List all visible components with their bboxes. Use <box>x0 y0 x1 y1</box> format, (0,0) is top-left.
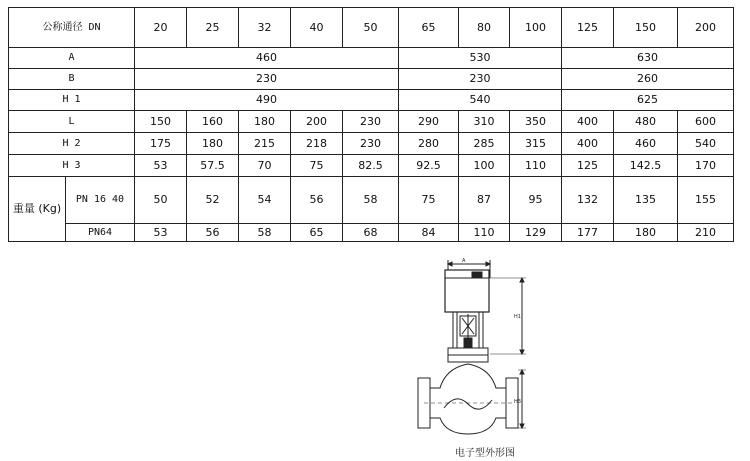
weight-label: 重量 (Kg) <box>9 177 66 242</box>
dn-cell: 65 <box>399 8 459 48</box>
value-cell: 460 <box>135 48 399 69</box>
value-cell: 56 <box>187 224 239 242</box>
value-cell: 630 <box>562 48 734 69</box>
value-cell: 540 <box>678 133 734 155</box>
value-cell: 290 <box>399 111 459 133</box>
value-cell: 70 <box>239 155 291 177</box>
dn-cell: 150 <box>614 8 678 48</box>
value-cell: 177 <box>562 224 614 242</box>
valve-outline-drawing <box>410 258 540 438</box>
value-cell: 210 <box>678 224 734 242</box>
dim-label-side-upper: H1 <box>514 314 521 320</box>
header-row <box>9 8 734 48</box>
value-cell: 75 <box>399 177 459 224</box>
value-cell: 625 <box>562 90 734 111</box>
value-cell: 280 <box>399 133 459 155</box>
value-cell: 125 <box>562 155 614 177</box>
value-cell: 54 <box>239 177 291 224</box>
value-cell: 100 <box>459 155 510 177</box>
value-cell: 218 <box>291 133 343 155</box>
row-h3 <box>9 155 734 177</box>
row-h1 <box>9 90 734 111</box>
value-cell: 180 <box>187 133 239 155</box>
valve-body <box>418 364 518 434</box>
value-cell: 58 <box>239 224 291 242</box>
value-cell: 150 <box>135 111 187 133</box>
dn-cell: 20 <box>135 8 187 48</box>
row-label: H 2 <box>9 133 135 155</box>
value-cell: 53 <box>135 155 187 177</box>
value-cell: 400 <box>562 111 614 133</box>
value-cell: 180 <box>614 224 678 242</box>
row-a <box>9 48 734 69</box>
value-cell: 230 <box>343 111 399 133</box>
value-cell: 75 <box>291 155 343 177</box>
value-cell: 215 <box>239 133 291 155</box>
value-cell: 260 <box>562 69 734 90</box>
row-h2 <box>9 133 734 155</box>
dn-cell: 32 <box>239 8 291 48</box>
value-cell: 540 <box>399 90 562 111</box>
value-cell: 600 <box>678 111 734 133</box>
value-cell: 175 <box>135 133 187 155</box>
value-cell: 110 <box>510 155 562 177</box>
value-cell: 230 <box>343 133 399 155</box>
value-cell: 490 <box>135 90 399 111</box>
value-cell: 92.5 <box>399 155 459 177</box>
value-cell: 68 <box>343 224 399 242</box>
value-cell: 200 <box>291 111 343 133</box>
dn-cell: 40 <box>291 8 343 48</box>
value-cell: 400 <box>562 133 614 155</box>
value-cell: 350 <box>510 111 562 133</box>
value-cell: 82.5 <box>343 155 399 177</box>
value-cell: 135 <box>614 177 678 224</box>
spec-table <box>8 7 734 242</box>
value-cell: 132 <box>562 177 614 224</box>
dn-cell: 125 <box>562 8 614 48</box>
value-cell: 57.5 <box>187 155 239 177</box>
row-weight-pn1640 <box>9 177 734 224</box>
dim-label-side-lower: H3 <box>514 399 521 405</box>
value-cell: 142.5 <box>614 155 678 177</box>
row-label: A <box>9 48 135 69</box>
dn-cell: 200 <box>678 8 734 48</box>
value-cell: 180 <box>239 111 291 133</box>
value-cell: 170 <box>678 155 734 177</box>
row-label: PN64 <box>66 224 135 242</box>
yoke-bracket <box>450 312 486 348</box>
value-cell: 84 <box>399 224 459 242</box>
row-label: L <box>9 111 135 133</box>
row-label: B <box>9 69 135 90</box>
value-cell: 230 <box>135 69 399 90</box>
value-cell: 155 <box>678 177 734 224</box>
value-cell: 53 <box>135 224 187 242</box>
header-label-cell: 公称通径 DN <box>9 8 135 48</box>
row-label: PN 16 40 <box>66 177 135 224</box>
row-label: H 3 <box>9 155 135 177</box>
dn-cell: 80 <box>459 8 510 48</box>
dn-cell: 100 <box>510 8 562 48</box>
value-cell: 480 <box>614 111 678 133</box>
value-cell: 310 <box>459 111 510 133</box>
value-cell: 58 <box>343 177 399 224</box>
value-cell: 87 <box>459 177 510 224</box>
dn-cell: 25 <box>187 8 239 48</box>
value-cell: 530 <box>399 48 562 69</box>
row-weight-pn64 <box>9 224 734 242</box>
row-label: H 1 <box>9 90 135 111</box>
value-cell: 460 <box>614 133 678 155</box>
value-cell: 129 <box>510 224 562 242</box>
value-cell: 50 <box>135 177 187 224</box>
dim-label-top: A <box>462 258 466 264</box>
value-cell: 315 <box>510 133 562 155</box>
value-cell: 65 <box>291 224 343 242</box>
figure-caption: 电子型外形图 <box>455 448 515 459</box>
value-cell: 285 <box>459 133 510 155</box>
value-cell: 230 <box>399 69 562 90</box>
value-cell: 95 <box>510 177 562 224</box>
row-l <box>9 111 734 133</box>
value-cell: 52 <box>187 177 239 224</box>
value-cell: 110 <box>459 224 510 242</box>
row-b <box>9 69 734 90</box>
dn-cell: 50 <box>343 8 399 48</box>
value-cell: 56 <box>291 177 343 224</box>
value-cell: 160 <box>187 111 239 133</box>
